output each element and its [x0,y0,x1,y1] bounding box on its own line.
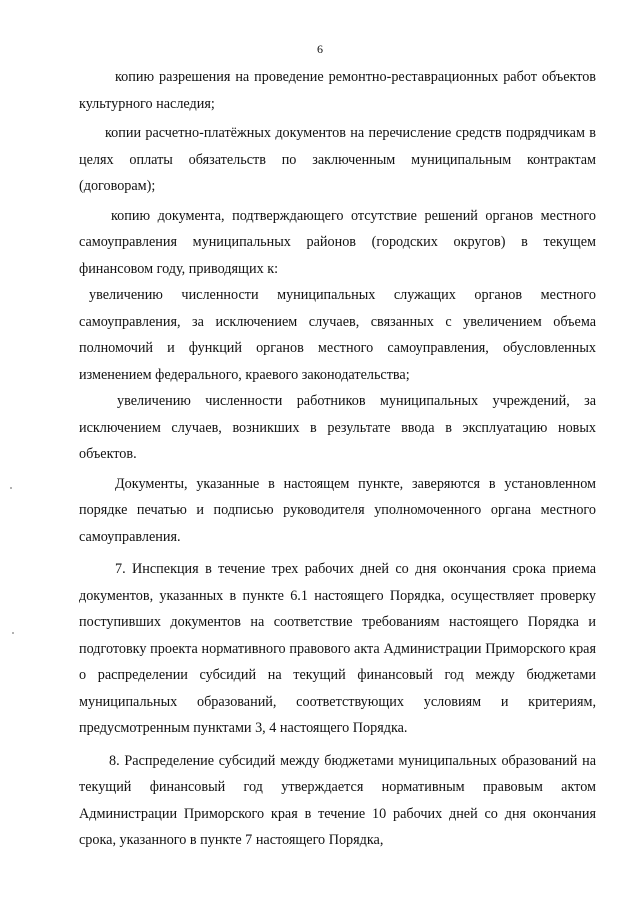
paragraph-employee-increase: увеличению численности работников муниципальных учреждений, за исключением случаев, возникших в результате ввода в эксплуатацию новых объектов. [79,393,596,462]
paragraph-no-decisions-doc: копию документа, подтверждающего отсутствие решений органов местного самоуправления муниципальных районов (городских округов) в текущем финансовом году, приводящих к: [79,207,596,277]
scan-speck [12,632,14,634]
paragraph-item-7: 7. Инспекция в течение трех рабочих дней со дня окончания срока приема документов, указанных в пункте 6.1 настоящего Порядка, осуществляет проверку поступивших документов на соответствие требованиям настоящего Порядка и подготовку проекта нормативного правового акта Администрации Приморского края о распределении субсидий на текущий финансовый год между бюджетами муниципальных образований, соответствующих условиям и критериям, предусмотренным пунктами 3, 4 настоящего Порядка. [79,561,596,736]
paragraph-permit-copy: копию разрешения на проведение ремонтно-реставрационных работ объектов культурного наследия; [79,69,596,112]
scan-speck [10,487,12,489]
page-number: 6 [317,42,323,56]
paragraph-item-8: 8. Распределение субсидий между бюджетами муниципальных образований на текущий финансовый год утверждается нормативным правовым актом Администрации Приморского края в течение 10 рабочих дней со дня окончания срока, указанного в пункте 7 настоящего Порядка, [79,752,596,848]
paragraph-payment-docs: копии расчетно-платёжных документов на перечисление средств подрядчикам в целях оплаты обязательств по заключенным муниципальным контрактам (договорам); [79,125,596,194]
paragraph-staff-increase: увеличению численности муниципальных служащих органов местного самоуправления, за исключением случаев, связанных с увеличением объема полномочий и функций органов местного самоуправления, обусловленных изменением федерального, краевого законодательства; [79,287,596,383]
document-body [79,64,596,854]
paragraph-certification: Документы, указанные в настоящем пункте, заверяются в установленном порядке печатью и подписью руководителя уполномоченного органа местного самоуправления. [79,475,596,545]
